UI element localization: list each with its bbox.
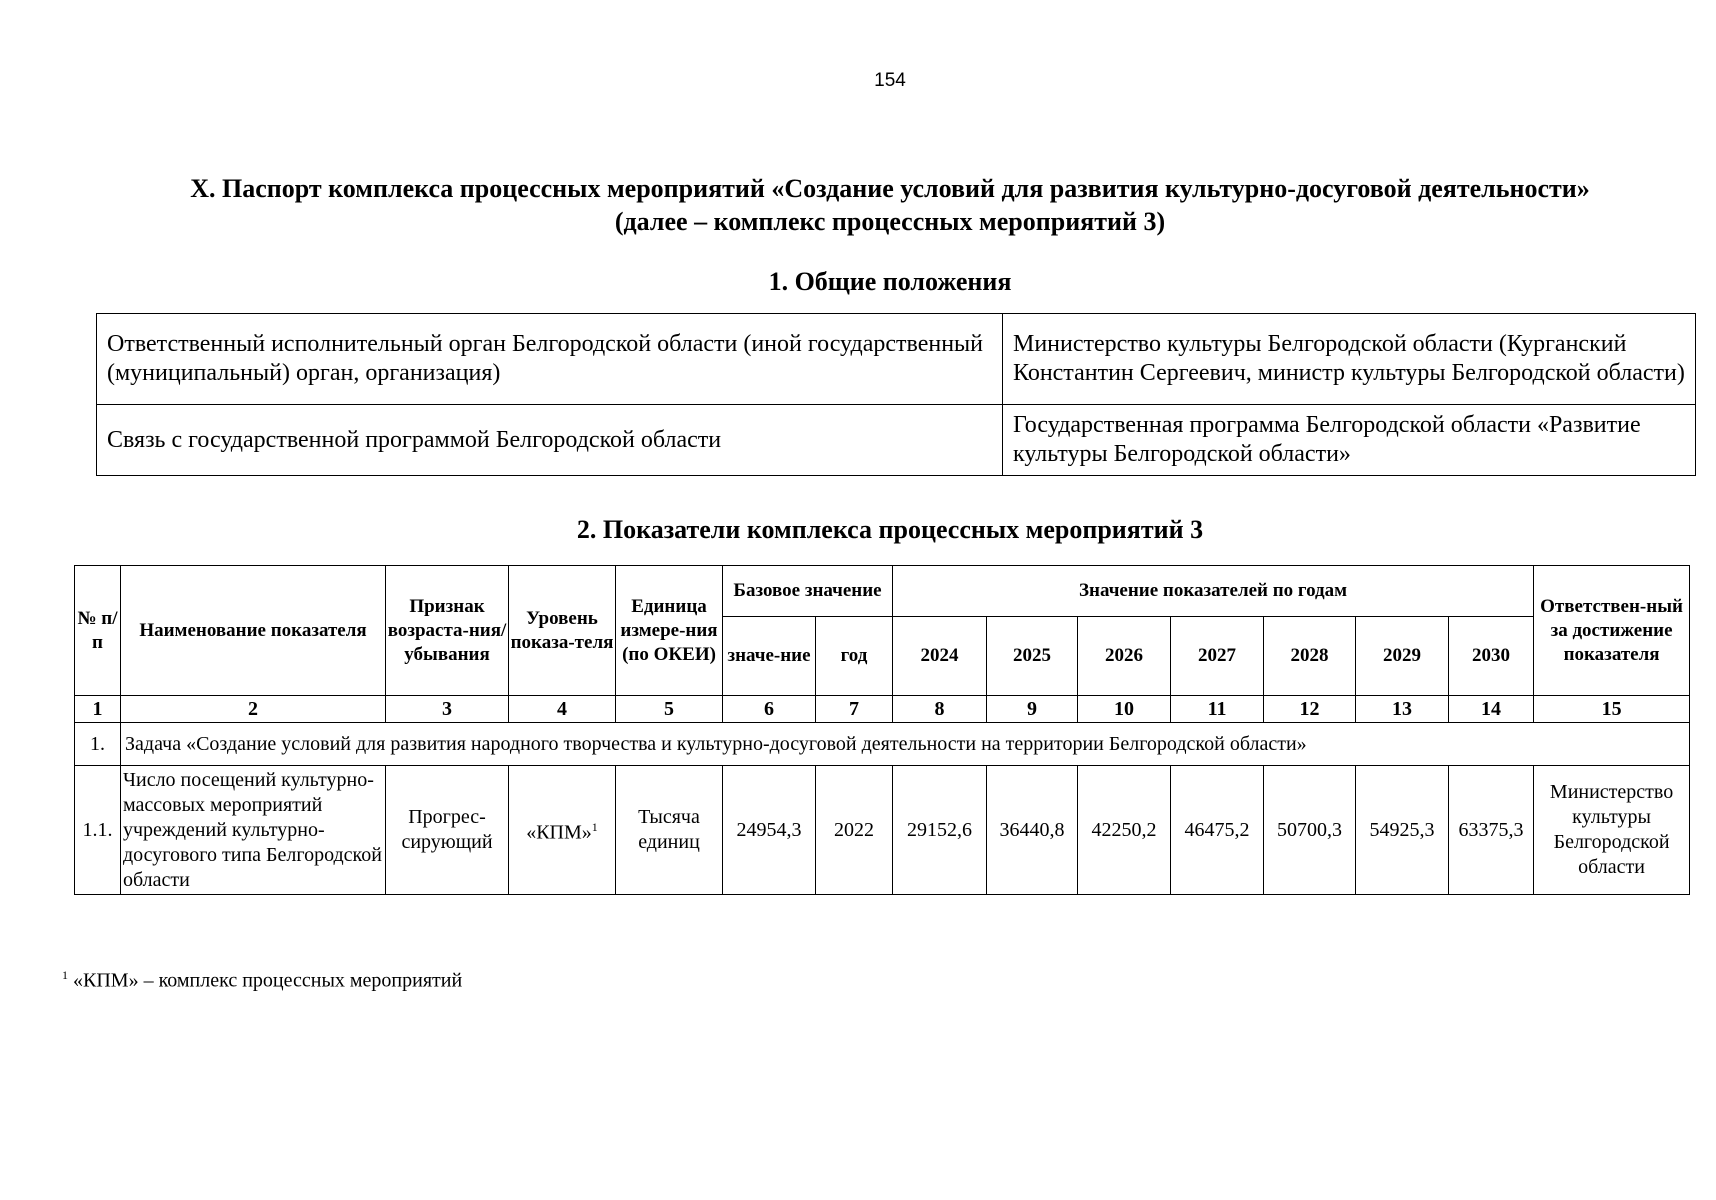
header-row [75,566,1690,617]
header-year: 2024 [893,617,987,696]
indicator-level-text: «КПМ» [526,821,592,844]
indicator-unit: Тысяча единиц [616,766,723,895]
column-number: 11 [1171,696,1264,723]
header-base: Базовое значение [723,566,893,617]
column-number: 15 [1534,696,1690,723]
column-number: 12 [1264,696,1356,723]
header-year: 2025 [987,617,1078,696]
column-number: 8 [893,696,987,723]
header-year: 2027 [1171,617,1264,696]
indicator-base-year: 2022 [816,766,893,895]
footnote-text: «КПМ» – комплекс процессных мероприятий [73,969,463,992]
indicator-value-2029: 54925,3 [1356,766,1449,895]
responsible-body-label: Ответственный исполнительный орган Белгородской области (иной государственный (муниципальный) орган, организация) [97,314,1003,405]
header-base-year: год [816,617,893,696]
indicator-num: 1.1. [75,766,121,895]
task-text: Задача «Создание условий для развития народного творчества и культурно-досуговой деятельности на территории Белгородской области» [121,723,1690,766]
column-number: 2 [121,696,386,723]
column-number: 13 [1356,696,1449,723]
column-number: 5 [616,696,723,723]
column-number: 4 [509,696,616,723]
document-title [80,172,1700,238]
indicator-value-2026: 42250,2 [1078,766,1171,895]
indicator-responsible: Министерство культуры Белгородской области [1534,766,1690,895]
column-number: 1 [75,696,121,723]
header-name: Наименование показателя [121,566,386,696]
header-year: 2030 [1449,617,1534,696]
indicator-value-2027: 46475,2 [1171,766,1264,895]
column-number: 14 [1449,696,1534,723]
table-row [97,405,1696,476]
indicator-name: Число посещений культурно-массовых мероприятий учреждений культурно-досугового типа Белгородской области [121,766,386,895]
indicator-base-value: 24954,3 [723,766,816,895]
header-base-value: значе-ние [723,617,816,696]
header-years-group: Значение показателей по годам [893,566,1534,617]
column-number: 7 [816,696,893,723]
header-unit: Единица измере-ния (по ОКЕИ) [616,566,723,696]
indicators-table [74,565,1690,895]
title-line-1: X. Паспорт комплекса процессных мероприятий «Создание условий для развития культурно-досуговой деятельности» [190,174,1590,203]
page-number: 154 [874,70,906,91]
general-provisions-table [96,313,1696,476]
indicator-value-2025: 36440,8 [987,766,1078,895]
indicator-trend: Прогрес-сирующий [386,766,509,895]
responsible-body-value: Министерство культуры Белгородской области (Курганский Константин Сергеевич, министр культуры Белгородской области) [1003,314,1696,405]
title-line-2: (далее – комплекс процессных мероприятий 3) [614,207,1166,236]
table-row [97,314,1696,405]
column-number: 6 [723,696,816,723]
header-responsible: Ответствен-ный за достижение показателя [1534,566,1690,696]
header-year: 2026 [1078,617,1171,696]
column-number: 10 [1078,696,1171,723]
program-link-label: Связь с государственной программой Белгородской области [97,405,1003,476]
footnote-mark: 1 [62,968,68,982]
indicator-value-2024: 29152,6 [893,766,987,895]
task-num: 1. [75,723,121,766]
header-level: Уровень показа-теля [509,566,616,696]
column-number: 9 [987,696,1078,723]
header-num: № п/п [75,566,121,696]
footnote [62,968,462,993]
indicator-value-2028: 50700,3 [1264,766,1356,895]
footnote-ref: 1 [591,819,598,834]
indicator-level [509,766,616,895]
indicator-value-2030: 63375,3 [1449,766,1534,895]
indicator-row [75,766,1690,895]
column-number: 3 [386,696,509,723]
task-row [75,723,1690,766]
column-numbers-row [75,696,1690,723]
header-trend: Признак возраста-ния/ убывания [386,566,509,696]
section-1-heading: 1. Общие положения [768,267,1012,296]
header-year: 2029 [1356,617,1449,696]
section-2-heading: 2. Показатели комплекса процессных мероприятий 3 [576,515,1204,544]
program-link-value: Государственная программа Белгородской области «Развитие культуры Белгородской области» [1003,405,1696,476]
header-year: 2028 [1264,617,1356,696]
